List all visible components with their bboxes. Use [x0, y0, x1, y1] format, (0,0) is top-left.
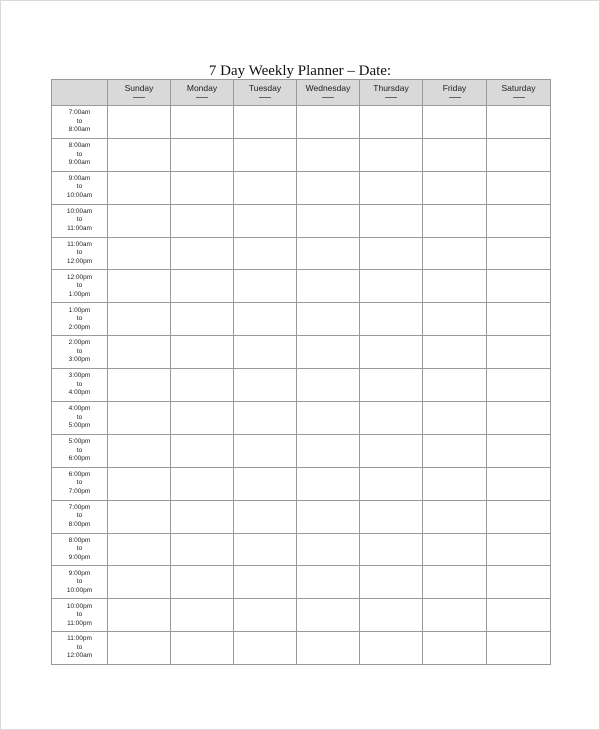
- time-start: 7:00pm: [68, 503, 91, 511]
- header-corner: [52, 80, 108, 106]
- planner-cell[interactable]: [360, 467, 423, 500]
- planner-cell[interactable]: [234, 500, 297, 533]
- planner-cell[interactable]: [297, 270, 360, 303]
- planner-cell[interactable]: [297, 106, 360, 139]
- table-row: [52, 467, 551, 500]
- time-to: to: [76, 446, 83, 454]
- date-blank: [133, 97, 145, 98]
- planner-cell[interactable]: [297, 533, 360, 566]
- table-row: [52, 566, 551, 599]
- planner-cell[interactable]: [487, 599, 551, 632]
- planner-cell[interactable]: [108, 632, 171, 665]
- time-to: to: [76, 315, 83, 323]
- planner-cell[interactable]: [108, 171, 171, 204]
- time-to: to: [76, 643, 83, 651]
- table-row: [52, 171, 551, 204]
- planner-cell[interactable]: [423, 500, 487, 533]
- planner-cell[interactable]: [171, 566, 234, 599]
- planner-cell[interactable]: [423, 270, 487, 303]
- day-header: Wednesday: [297, 80, 360, 106]
- planner-cell[interactable]: [234, 138, 297, 171]
- time-end: 8:00am: [68, 126, 91, 134]
- planner-cell[interactable]: [487, 467, 551, 500]
- time-slot-label: [52, 369, 108, 402]
- planner-cell[interactable]: [423, 599, 487, 632]
- table-row: [52, 106, 551, 139]
- time-to: to: [76, 413, 83, 421]
- planner-cell[interactable]: [487, 303, 551, 336]
- date-blank: [196, 97, 208, 98]
- time-end: 7:00pm: [68, 487, 91, 495]
- time-end: 11:00pm: [67, 619, 92, 627]
- weekly-planner-table: [51, 79, 551, 665]
- planner-cell[interactable]: [171, 533, 234, 566]
- date-blank: [259, 97, 271, 98]
- planner-cell[interactable]: [171, 402, 234, 435]
- time-end: 12:00am: [66, 652, 93, 660]
- planner-cell[interactable]: [297, 336, 360, 369]
- planner-cell[interactable]: [360, 106, 423, 139]
- time-start: 7:00am: [68, 109, 91, 117]
- planner-cell[interactable]: [234, 599, 297, 632]
- planner-cell[interactable]: [487, 171, 551, 204]
- time-slot-label: [52, 599, 108, 632]
- planner-cell[interactable]: [297, 599, 360, 632]
- planner-cell[interactable]: [423, 533, 487, 566]
- date-blank: [449, 97, 461, 98]
- planner-cell[interactable]: [487, 632, 551, 665]
- planner-cell[interactable]: [171, 336, 234, 369]
- planner-cell[interactable]: [297, 369, 360, 402]
- time-start: 6:00pm: [68, 470, 91, 478]
- time-start: 9:00am: [68, 174, 91, 182]
- planner-cell[interactable]: [108, 237, 171, 270]
- time-to: to: [76, 282, 83, 290]
- planner-cell[interactable]: [297, 402, 360, 435]
- table-row: [52, 237, 551, 270]
- planner-cell[interactable]: [108, 138, 171, 171]
- planner-cell[interactable]: [108, 106, 171, 139]
- table-row: [52, 599, 551, 632]
- table-row: [52, 303, 551, 336]
- planner-cell[interactable]: [423, 402, 487, 435]
- time-to: to: [76, 512, 83, 520]
- planner-cell[interactable]: [487, 237, 551, 270]
- time-end: 9:00pm: [68, 553, 91, 561]
- planner-cell[interactable]: [171, 303, 234, 336]
- planner-cell[interactable]: [360, 434, 423, 467]
- time-end: 1:00pm: [68, 290, 91, 298]
- time-slot-label: [52, 171, 108, 204]
- time-slot-label: [52, 270, 108, 303]
- time-start: 5:00pm: [68, 438, 91, 446]
- planner-cell[interactable]: [360, 303, 423, 336]
- time-start: 12:00pm: [66, 273, 93, 281]
- planner-cell[interactable]: [487, 500, 551, 533]
- time-end: 12:00pm: [66, 257, 93, 265]
- planner-cell[interactable]: [171, 270, 234, 303]
- planner-cell[interactable]: [297, 500, 360, 533]
- time-to: to: [76, 578, 83, 586]
- planner-cell[interactable]: [487, 434, 551, 467]
- table-row: [52, 369, 551, 402]
- planner-cell[interactable]: [360, 369, 423, 402]
- planner-cell[interactable]: [108, 270, 171, 303]
- time-slot-label: [52, 467, 108, 500]
- planner-cell[interactable]: [297, 467, 360, 500]
- time-to: to: [76, 216, 83, 224]
- planner-cell[interactable]: [297, 171, 360, 204]
- planner-cell[interactable]: [487, 566, 551, 599]
- planner-cell[interactable]: [423, 303, 487, 336]
- planner-cell[interactable]: [297, 434, 360, 467]
- planner-cell[interactable]: [234, 270, 297, 303]
- planner-cell[interactable]: [360, 632, 423, 665]
- day-header: Friday: [423, 80, 487, 106]
- planner-cell[interactable]: [297, 303, 360, 336]
- planner-cell[interactable]: [171, 434, 234, 467]
- time-slot-label: [52, 500, 108, 533]
- time-slot-label: [52, 138, 108, 171]
- planner-cell[interactable]: [171, 237, 234, 270]
- time-end: 8:00pm: [68, 520, 91, 528]
- time-to: to: [76, 150, 83, 158]
- planner-cell[interactable]: [423, 106, 487, 139]
- planner-cell[interactable]: [108, 204, 171, 237]
- planner-cell[interactable]: [423, 467, 487, 500]
- time-start: 11:00pm: [67, 635, 92, 643]
- time-slot-label: [52, 303, 108, 336]
- time-to: to: [76, 380, 83, 388]
- planner-cell[interactable]: [487, 106, 551, 139]
- planner-cell[interactable]: [234, 237, 297, 270]
- planner-cell[interactable]: [234, 632, 297, 665]
- planner-cell[interactable]: [360, 270, 423, 303]
- planner-cell[interactable]: [423, 369, 487, 402]
- planner-cell[interactable]: [234, 336, 297, 369]
- planner-cell[interactable]: [234, 204, 297, 237]
- time-end: 6:00pm: [68, 455, 91, 463]
- planner-cell[interactable]: [360, 204, 423, 237]
- planner-cell[interactable]: [487, 402, 551, 435]
- planner-cell[interactable]: [423, 237, 487, 270]
- time-start: 2:00pm: [68, 339, 91, 347]
- planner-cell[interactable]: [108, 533, 171, 566]
- planner-cell[interactable]: [487, 336, 551, 369]
- planner-cell[interactable]: [171, 369, 234, 402]
- table-row: [52, 500, 551, 533]
- planner-cell[interactable]: [171, 171, 234, 204]
- planner-cell[interactable]: [297, 632, 360, 665]
- time-slot-label: [52, 204, 108, 237]
- planner-cell[interactable]: [360, 599, 423, 632]
- planner-cell[interactable]: [297, 237, 360, 270]
- planner-cell[interactable]: [360, 402, 423, 435]
- planner-cell[interactable]: [234, 566, 297, 599]
- planner-cell[interactable]: [234, 171, 297, 204]
- time-start: 9:00pm: [68, 569, 91, 577]
- planner-cell[interactable]: [423, 566, 487, 599]
- time-start: 3:00pm: [68, 372, 91, 380]
- planner-cell[interactable]: [360, 566, 423, 599]
- time-start: 10:00am: [66, 207, 93, 215]
- planner-cell[interactable]: [297, 566, 360, 599]
- time-to: to: [76, 183, 83, 191]
- time-slot-label: [52, 336, 108, 369]
- planner-cell[interactable]: [171, 500, 234, 533]
- planner-cell[interactable]: [423, 138, 487, 171]
- time-end: 5:00pm: [68, 422, 91, 430]
- date-blank: [513, 97, 525, 98]
- planner-cell[interactable]: [108, 500, 171, 533]
- day-header: Sunday: [108, 80, 171, 106]
- planner-cell[interactable]: [487, 369, 551, 402]
- time-slot-label: [52, 237, 108, 270]
- table-row: [52, 270, 551, 303]
- planner-cell[interactable]: [360, 138, 423, 171]
- planner-cell[interactable]: [423, 336, 487, 369]
- day-header: Thursday: [360, 80, 423, 106]
- table-row: [52, 632, 551, 665]
- time-start: 10:00pm: [66, 602, 93, 610]
- planner-cell[interactable]: [108, 434, 171, 467]
- time-end: 11:00am: [67, 224, 92, 232]
- time-start: 1:00pm: [68, 306, 91, 314]
- time-end: 10:00am: [66, 191, 93, 199]
- table-row: [52, 204, 551, 237]
- time-start: 11:00am: [67, 240, 92, 248]
- planner-cell[interactable]: [360, 533, 423, 566]
- planner-cell[interactable]: [234, 369, 297, 402]
- time-slot-label: [52, 533, 108, 566]
- time-start: 4:00pm: [68, 405, 91, 413]
- day-header: Tuesday: [234, 80, 297, 106]
- table-row: [52, 434, 551, 467]
- date-blank: [322, 97, 334, 98]
- planner-cell[interactable]: [171, 467, 234, 500]
- time-end: 3:00pm: [68, 356, 91, 364]
- time-to: to: [76, 611, 83, 619]
- time-end: 2:00pm: [68, 323, 91, 331]
- time-to: to: [76, 347, 83, 355]
- planner-cell[interactable]: [108, 369, 171, 402]
- planner-cell[interactable]: [108, 566, 171, 599]
- planner-cell[interactable]: [234, 533, 297, 566]
- planner-cell[interactable]: [234, 106, 297, 139]
- planner-cell[interactable]: [108, 336, 171, 369]
- planner-cell[interactable]: [487, 138, 551, 171]
- planner-cell[interactable]: [108, 402, 171, 435]
- planner-cell[interactable]: [487, 270, 551, 303]
- planner-cell[interactable]: [423, 434, 487, 467]
- time-end: 4:00pm: [68, 389, 91, 397]
- day-header: Saturday: [487, 80, 551, 106]
- planner-cell[interactable]: [234, 303, 297, 336]
- planner-cell[interactable]: [171, 632, 234, 665]
- planner-cell[interactable]: [171, 138, 234, 171]
- planner-body: [52, 106, 551, 665]
- planner-cell[interactable]: [360, 171, 423, 204]
- time-to: to: [76, 545, 83, 553]
- planner-cell[interactable]: [171, 204, 234, 237]
- planner-cell[interactable]: [360, 336, 423, 369]
- planner-cell[interactable]: [108, 599, 171, 632]
- planner-cell[interactable]: [487, 533, 551, 566]
- date-blank: [385, 97, 397, 98]
- time-slot-label: [52, 402, 108, 435]
- time-slot-label: [52, 434, 108, 467]
- day-header: Monday: [171, 80, 234, 106]
- time-start: 8:00pm: [68, 536, 91, 544]
- planner-cell[interactable]: [171, 106, 234, 139]
- time-end: 9:00am: [68, 159, 91, 167]
- time-end: 10:00pm: [66, 586, 93, 594]
- page-title: 7 Day Weekly Planner – Date:: [208, 63, 392, 79]
- planner-cell[interactable]: [108, 467, 171, 500]
- time-to: to: [76, 117, 83, 125]
- table-row: [52, 533, 551, 566]
- time-to: to: [76, 249, 83, 257]
- table-row: [52, 402, 551, 435]
- header-row: [52, 80, 551, 106]
- planner-cell[interactable]: [423, 632, 487, 665]
- planner-cell[interactable]: [487, 204, 551, 237]
- time-start: 8:00am: [68, 142, 91, 150]
- time-to: to: [76, 479, 83, 487]
- planner-cell[interactable]: [360, 237, 423, 270]
- planner-cell[interactable]: [234, 402, 297, 435]
- time-slot-label: [52, 566, 108, 599]
- planner-cell[interactable]: [423, 204, 487, 237]
- table-row: [52, 138, 551, 171]
- planner-cell[interactable]: [297, 204, 360, 237]
- planner-cell[interactable]: [297, 138, 360, 171]
- planner-cell[interactable]: [423, 171, 487, 204]
- table-row: [52, 336, 551, 369]
- planner-cell[interactable]: [171, 599, 234, 632]
- planner-cell[interactable]: [234, 434, 297, 467]
- planner-cell[interactable]: [360, 500, 423, 533]
- planner-cell[interactable]: [108, 303, 171, 336]
- time-slot-label: [52, 632, 108, 665]
- planner-cell[interactable]: [234, 467, 297, 500]
- time-slot-label: [52, 106, 108, 139]
